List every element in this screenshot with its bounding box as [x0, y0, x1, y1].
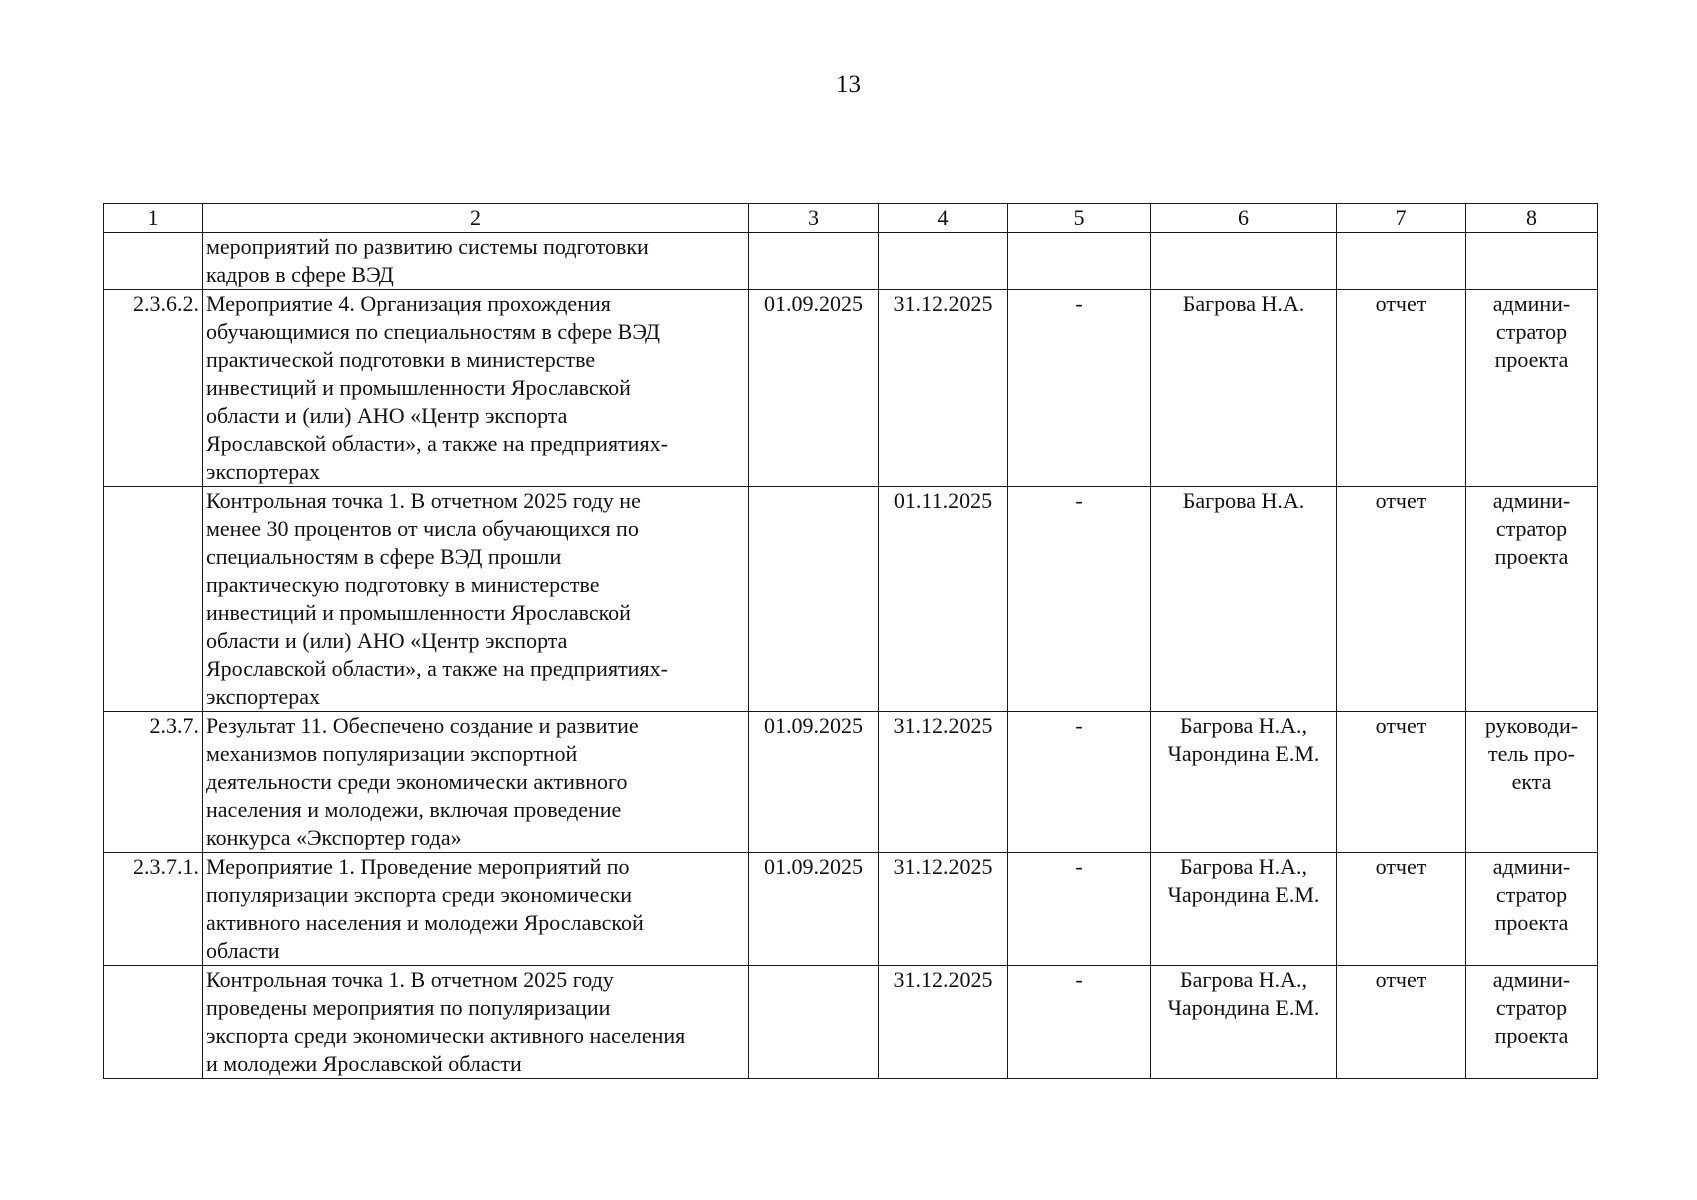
responsible-cell: [1151, 233, 1337, 290]
page-number: 13: [836, 71, 861, 98]
description-cell: [203, 853, 749, 966]
header-cell-4: 4: [879, 204, 1008, 233]
description-cell: [203, 233, 749, 290]
document-type-cell: отчет: [1337, 853, 1466, 966]
table-row: [104, 487, 1598, 712]
header-cell-5: 5: [1008, 204, 1151, 233]
description-line: Ярославской области», а также на предприятиях-: [206, 431, 668, 456]
column-5-cell: -: [1008, 853, 1151, 966]
header-row: [104, 204, 1598, 233]
table-body: [104, 204, 1598, 1079]
role-line: стратор: [1495, 319, 1568, 344]
role-line: админи-: [1492, 854, 1571, 879]
description-line: деятельности среди экономически активного: [206, 769, 628, 794]
responsible-cell: [1151, 966, 1337, 1079]
responsible-line: Багрова Н.А.,: [1179, 713, 1308, 738]
header-cell-3: 3: [749, 204, 879, 233]
end-date-cell: 31.12.2025: [879, 853, 1008, 966]
responsible-cell: [1151, 487, 1337, 712]
description-line: экспорта среди экономически активного населения: [206, 1023, 686, 1048]
description-line: населения и молодежи, включая проведение: [206, 797, 622, 822]
document-type-cell: [1337, 233, 1466, 290]
description-line: менее 30 процентов от числа обучающихся по: [206, 516, 639, 541]
start-date-cell: 01.09.2025: [749, 712, 879, 853]
description-line: области и (или) АНО «Центр экспорта: [206, 403, 568, 428]
role-line: руководи-: [1484, 713, 1579, 738]
description-line: механизмов популяризации экспортной: [206, 741, 578, 766]
description-line: и молодежи Ярославской области: [206, 1051, 522, 1076]
role-line: админи-: [1492, 967, 1571, 992]
role-cell: [1466, 712, 1598, 853]
description-line: экспортерах: [206, 684, 320, 709]
description-cell: [203, 487, 749, 712]
role-line: админи-: [1492, 291, 1571, 316]
responsible-line: Чарондина Е.М.: [1167, 882, 1320, 907]
header-cell-1: 1: [104, 204, 203, 233]
role-cell: [1466, 853, 1598, 966]
responsible-line: Чарондина Е.М.: [1167, 995, 1320, 1020]
role-line: проекта: [1494, 544, 1569, 569]
table-row: [104, 853, 1598, 966]
responsible-cell: [1151, 712, 1337, 853]
role-line: проекта: [1494, 1023, 1569, 1048]
description-line: проведены мероприятия по популяризации: [206, 995, 611, 1020]
description-cell: [203, 290, 749, 487]
end-date-cell: 31.12.2025: [879, 712, 1008, 853]
role-cell: [1466, 966, 1598, 1079]
column-5-cell: [1008, 233, 1151, 290]
role-cell: [1466, 487, 1598, 712]
description-line: мероприятий по развитию системы подготовки: [206, 234, 649, 259]
role-line: проекта: [1494, 910, 1569, 935]
end-date-cell: 01.11.2025: [879, 487, 1008, 712]
description-line: практической подготовки в министерстве: [206, 347, 596, 372]
role-line: стратор: [1495, 516, 1568, 541]
plan-table: [103, 203, 1598, 1079]
responsible-line: Багрова Н.А.,: [1179, 854, 1308, 879]
role-line: стратор: [1495, 995, 1568, 1020]
header-cell-6: 6: [1151, 204, 1337, 233]
item-number-cell: [104, 966, 203, 1079]
role-line: проекта: [1494, 347, 1569, 372]
end-date-cell: 31.12.2025: [879, 966, 1008, 1079]
responsible-line: Багрова Н.А.: [1182, 291, 1305, 316]
role-cell: [1466, 290, 1598, 487]
description-line: области и (или) АНО «Центр экспорта: [206, 628, 568, 653]
item-number-cell: 2.3.6.2.: [104, 290, 203, 487]
description-line: активного населения и молодежи Ярославской: [206, 910, 644, 935]
start-date-cell: [749, 966, 879, 1079]
item-number-cell: 2.3.7.1.: [104, 853, 203, 966]
description-line: инвестиций и промышленности Ярославской: [206, 375, 631, 400]
responsible-cell: [1151, 290, 1337, 487]
role-line: админи-: [1492, 488, 1571, 513]
description-line: Результат 11. Обеспечено создание и развитие: [206, 713, 639, 738]
role-line: екта: [1511, 769, 1552, 794]
item-number-cell: 2.3.7.: [104, 712, 203, 853]
description-line: области: [206, 938, 280, 963]
role-line: тель про-: [1488, 741, 1575, 766]
responsible-line: Чарондина Е.М.: [1167, 741, 1320, 766]
description-line: практическую подготовку в министерстве: [206, 572, 600, 597]
description-line: специальностям в сфере ВЭД прошли: [206, 544, 562, 569]
item-number-cell: [104, 487, 203, 712]
document-type-cell: отчет: [1337, 966, 1466, 1079]
responsible-line: Багрова Н.А.: [1182, 488, 1305, 513]
header-cell-2: 2: [203, 204, 749, 233]
end-date-cell: [879, 233, 1008, 290]
table-row: [104, 966, 1598, 1079]
description-line: Мероприятие 4. Организация прохождения: [206, 291, 611, 316]
description-line: Ярославской области», а также на предприятиях-: [206, 656, 668, 681]
item-number-cell: [104, 233, 203, 290]
table-row: [104, 233, 1598, 290]
start-date-cell: [749, 487, 879, 712]
description-line: кадров в сфере ВЭД: [206, 262, 394, 287]
description-line: Контрольная точка 1. В отчетном 2025 году: [206, 967, 614, 992]
column-5-cell: -: [1008, 712, 1151, 853]
end-date-cell: 31.12.2025: [879, 290, 1008, 487]
description-cell: [203, 712, 749, 853]
start-date-cell: [749, 233, 879, 290]
description-line: популяризации экспорта среди экономически: [206, 882, 633, 907]
column-5-cell: -: [1008, 487, 1151, 712]
description-line: Мероприятие 1. Проведение мероприятий по: [206, 854, 630, 879]
responsible-cell: [1151, 853, 1337, 966]
document-type-cell: отчет: [1337, 290, 1466, 487]
document-type-cell: отчет: [1337, 487, 1466, 712]
description-line: экспортерах: [206, 459, 320, 484]
document-type-cell: отчет: [1337, 712, 1466, 853]
description-line: Контрольная точка 1. В отчетном 2025 году не: [206, 488, 641, 513]
responsible-line: Багрова Н.А.,: [1179, 967, 1308, 992]
description-line: конкурса «Экспортер года»: [206, 825, 462, 850]
header-cell-8: 8: [1466, 204, 1598, 233]
description-cell: [203, 966, 749, 1079]
role-cell: [1466, 233, 1598, 290]
start-date-cell: 01.09.2025: [749, 853, 879, 966]
table-row: [104, 290, 1598, 487]
column-5-cell: -: [1008, 290, 1151, 487]
table-row: [104, 712, 1598, 853]
start-date-cell: 01.09.2025: [749, 290, 879, 487]
description-line: обучающимися по специальностям в сфере ВЭД: [206, 319, 661, 344]
column-5-cell: -: [1008, 966, 1151, 1079]
role-line: стратор: [1495, 882, 1568, 907]
description-line: инвестиций и промышленности Ярославской: [206, 600, 631, 625]
header-cell-7: 7: [1337, 204, 1466, 233]
